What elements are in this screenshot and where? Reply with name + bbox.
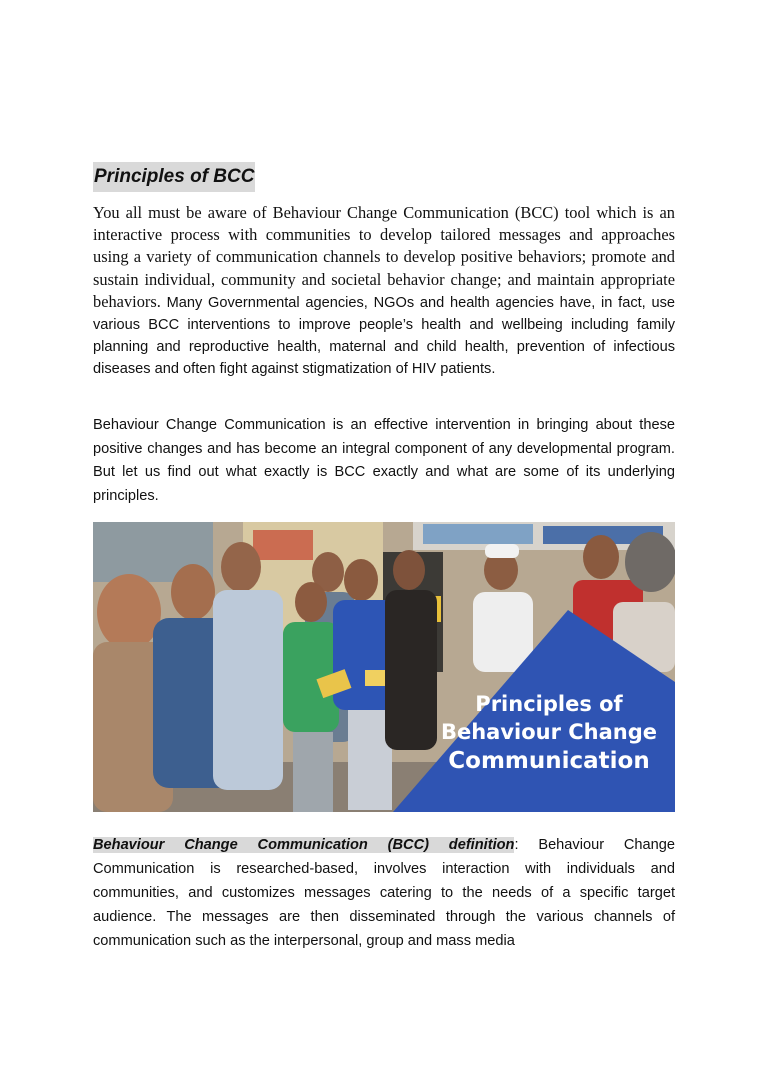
banner-line-1: Principles of: [475, 692, 623, 716]
definition-label: Behaviour Change Communication (BCC) definition: [93, 837, 515, 853]
definition-text: : Behaviour Change Communication is researched-based, involves interaction with individuals and communities, and customizes messages catering to the needs of a specific target audience. The messages are then disseminated through the various channels of communication such as the interpersonal, group and mass media: [93, 837, 675, 949]
intro-paragraph-sans-text: Many Governmental agencies, NGOs and health agencies have, in fact, use various BCC interventions to improve people’s health and wellbeing including family planning and reproductive health, maternal and child health, prevention of infectious diseases and often fight against stigmatization of HIV patients.: [93, 294, 675, 378]
principles-of-bcc-photo: [93, 522, 675, 812]
banner-line-3: Communication: [448, 748, 650, 774]
banner-caption: [423, 690, 675, 776]
second-paragraph: Behaviour Change Communication is an effective intervention in bringing about these positive changes and has become an integral component of any developmental program. But let us find out what exactly is BCC exactly and what are some of its underlying principles.: [93, 417, 675, 504]
intro-paragraph: [93, 202, 675, 381]
banner-line-2: Behaviour Change: [440, 720, 658, 744]
definition-paragraph: [93, 833, 675, 953]
section-heading: Principles of BCC: [93, 162, 255, 192]
intro-paragraph-serif-text: You all must be aware of Behaviour Change Communication (BCC) tool which is an interactive process with communities to develop tailored messages and approaches using a variety of communication channels to develop positive behaviors; promote and sustain individual, community and societal behavior change; and maintain appropriate behaviors.: [93, 203, 675, 311]
